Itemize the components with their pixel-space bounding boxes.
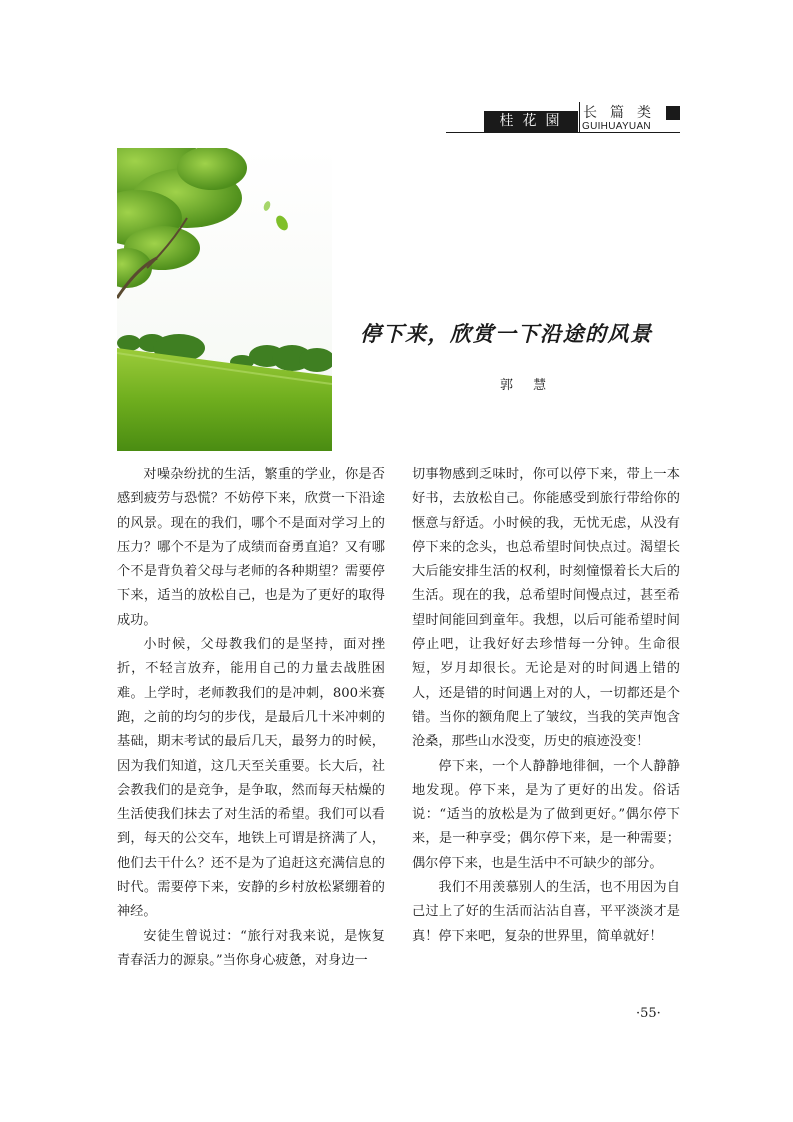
paragraph: 小时候，父母教我们的是坚持，面对挫折，不轻言放弃，能用自己的力量去战胜困难。上学时，老师教我们的是冲刺，800米赛跑，之前的均匀的步伐，是最后几十米冲刺的基础，期末考试的最后几天，最努力的时候，因为我们知道，这几天至关重要。长大后，社会教我们的是竞争，是争取，然而每天枯燥的生活使我们抹去了对生活的希望。我们可以看到，每天的公交车，地铁上可谓是挤满了人，他们去干什么？还不是为了追赶这充满信息的时代。需要停下来，安静的乡村放松紧绷着的神经。 bbox=[117, 637, 385, 920]
tree-grass-photo bbox=[117, 148, 332, 451]
paragraph: 停下来，一个人静静地徘徊，一个人静静地发现。停下来，是为了更好的出发。俗话说：“适当的放松是为了做到更好。”偶尔停下来，是一种享受；偶尔停下来，是一种需要；偶尔停下来，也是生活中不可缺少的部分。 bbox=[412, 758, 680, 871]
header-divider bbox=[579, 102, 580, 133]
paragraph-continuation: 切事物感到乏味时，你可以停下来，带上一本好书，去放松自己。你能感受到旅行带给你的惬意与舒适。小时候的我，无忧无虑，从没有停下来的念头，也总希望时间快点过。渴望长大后能安排生活的权利，时刻憧憬着长大后的生活。现在的我，总希望时间慢点过，甚至希望时间能回到童年。我想，以后可能希望时间停止吧，让我好好去珍惜每一分钟。生命很短，岁月却很长。无论是对的时间遇上错的人，还是错的时间遇上对的人，一切都还是个错。当你的额角爬上了皱纹，当我的笑声饱含沧桑，那些山水没变，历史的痕迹没变！ bbox=[412, 467, 680, 750]
section-category: 长篇类 bbox=[583, 105, 664, 121]
header-rule bbox=[446, 132, 680, 133]
header-square-icon bbox=[666, 106, 680, 120]
section-name: 桂花園 bbox=[484, 111, 578, 132]
section-pinyin: GUIHUAYUAN bbox=[582, 121, 651, 132]
left-column bbox=[117, 463, 385, 973]
right-column bbox=[412, 463, 680, 949]
article-author: 郭 慧 bbox=[500, 378, 555, 393]
page-header bbox=[0, 0, 793, 140]
paragraph: 安徒生曾说过：“旅行对我来说，是恢复青春活力的源泉。”当你身心疲惫，对身边一 bbox=[117, 928, 385, 968]
article-title: 停下来，欣赏一下沿途的风景 bbox=[360, 321, 653, 346]
page-number: ·55· bbox=[636, 1006, 661, 1021]
paragraph: 对噪杂纷扰的生活，繁重的学业，你是否感到疲劳与恐慌？不妨停下来，欣赏一下沿途的风景。现在的我们，哪个不是面对学习上的压力？哪个不是为了成绩而奋勇直追？又有哪个不是背负着父母与老师的各种期望？需要停下来，适当的放松自己，也是为了更好的取得成功。 bbox=[117, 467, 385, 628]
paragraph: 我们不用羡慕别人的生活，也不用因为自己过上了好的生活而沾沾自喜，平平淡淡才是真！停下来吧，复杂的世界里，简单就好！ bbox=[412, 880, 680, 944]
